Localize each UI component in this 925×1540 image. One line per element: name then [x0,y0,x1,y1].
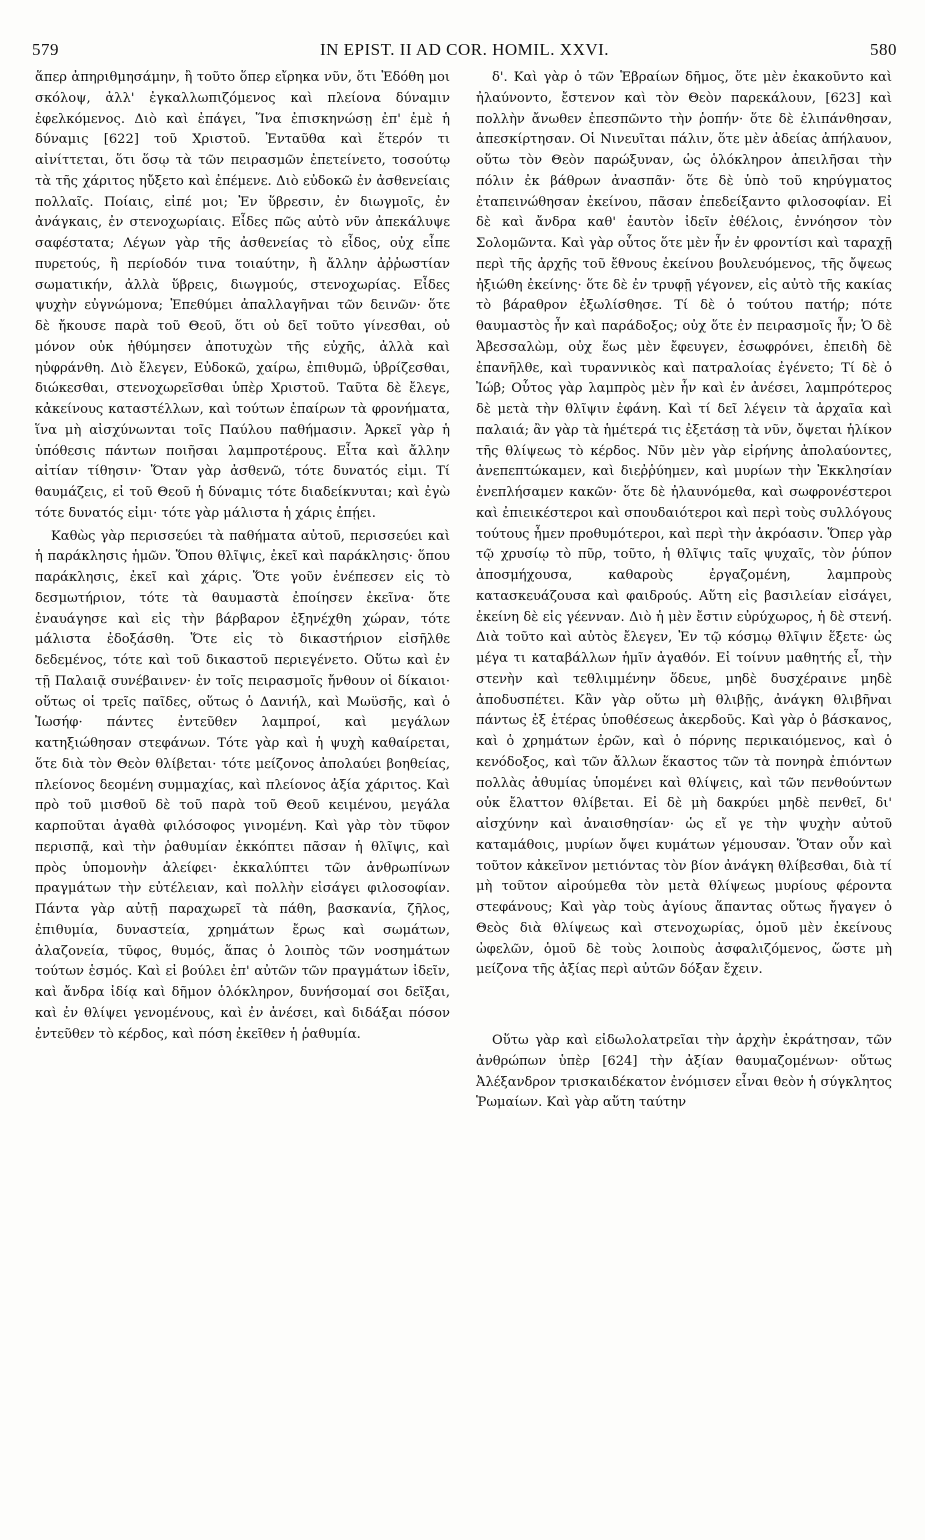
right-text-column [476,68,892,1114]
right-page-number: 580 [870,40,897,59]
left-page-number: 579 [32,40,59,59]
right-paragraph-2: Οὕτω γὰρ καὶ εἰδωλολατρεῖαι τὴν ἀρχὴν ἐκράτησαν, τῶν ἀνθρώπων ὑπὲρ [624] τὴν ἀξίαν θαυμαζομένων· οὕτως Ἀλέξανδρον τρισκαιδέκατον ἐνόμισεν εἶναι θεὸν ἡ σύγκλητος Ῥωμαίων. Καὶ γὰρ αὕτη ταύτην [476,1033,892,1111]
running-head [32,40,897,66]
left-paragraph-1: ἅπερ ἀπηριθμησάμην, ἢ τοῦτο ὅπερ εἴρηκα νῦν, ὅτι Ἐδόθη μοι σκόλοψ, ἀλλ' ἐγκαλλωπιζόμενος καὶ πλείονα δύναμιν ἐφελκόμενος. Διὸ καὶ ἐπάγει, Ἵνα ἐπισκηνώσῃ ἐπ' ἐμὲ ἡ δύναμις [622] τοῦ Χριστοῦ. Ἐνταῦθα καὶ ἕτερόν τι αἰνίττεται, ὅτι ὅσῳ τὰ τῶν πειρασμῶν ἐπετείνετο, τοσούτῳ τὰ τῆς χάριτος ηὔξετο καὶ ἐπέμενε. Διὸ εὐδοκῶ ἐν ἀσθενείαις πολλαῖς. Ποίαις, εἰπέ μοι; Ἐν ὕβρεσιν, ἐν διωγμοῖς, ἐν ἀνάγκαις, ἐν στενοχωρίαις. Εἶδες πῶς αὐτὸ νῦν ἀπεκάλυψε σαφέστατα; Λέγων γὰρ τῆς ἀσθενείας τὸ εἶδος, οὐχ εἶπε πυρετούς, ἢ περίοδόν τινα τοιαύτην, ἢ ἄλλην ἀῤῥωστίαν σωματικήν, ἀλλὰ ὕβρεις, διωγμούς, στενοχωρίας. Εἶδες ψυχὴν εὐγνώμονα; Ἐπεθύμει ἀπαλλαγῆναι τῶν δεινῶν· ὅτε δὲ ἤκουσε παρὰ τοῦ Θεοῦ, ὅτι οὐ δεῖ τοῦτο γίνεσθαι, οὐ μόνον οὐκ ἠθύμησεν ἀποτυχὼν τῆς εὐχῆς, ἀλλὰ καὶ ηὐφράνθη. Διὸ ἔλεγεν, Εὐδοκῶ, χαίρω, ἐπιθυμῶ, ὑβρίζεσθαι, διώκεσθαι, στενοχωρεῖσθαι ὑπὲρ Χριστοῦ. Ταῦτα δὲ ἔλεγε, κἀκείνους καταστέλλων, καὶ τούτων ἐπαίρων τὰ φρονήματα, ἵνα μὴ αἰσχύνωνται τοῖς Παύλου παθήμασιν. Ἀρκεῖ γὰρ ἡ ὑπόθεσις πάντων ποιῆσαι λαμπροτέρους. Εἶτα καὶ ἄλλην αἰτίαν τίθησιν· Ὅταν γὰρ ἀσθενῶ, τότε δυνατός εἰμι. Τί θαυμάζεις, εἰ τοῦ Θεοῦ ἡ δύναμις τότε διαδείκνυται; καὶ ἐγὼ τότε δυνατός εἰμι· τότε γὰρ μάλιστα ἡ χάρις ἐπῄει. [35,70,450,521]
right-paragraph-1: δ'. Καὶ γὰρ ὁ τῶν Ἑβραίων δῆμος, ὅτε μὲν ἐκακοῦντο καὶ ἠλαύνοντο, ἔστενον καὶ τὸν Θεὸν παρεκάλουν, [623] καὶ πολλὴν ἄνωθεν ἐπεσπῶντο τὴν ῥοπήν· ὅτε δὲ ἐλιπάνθησαν, ἀπεσκίρτησαν. Οἱ Νινευῖται πάλιν, ὅτε μὲν ἀδείας ἀπήλαυον, οὕτω τὸν Θεὸν παρώξυναν, ὡς ὁλόκληρον ἀπειλῆσαι τὴν πόλιν ἐκ βάθρων ἀνασπᾶν· ὅτε δὲ ὑπὸ τοῦ κηρύγματος ἐταπεινώθησαν ἐκείνου, πᾶσαν ἐπεδείξαντο φιλοσοφίαν. Εἰ δὲ καὶ ἄνδρα καθ' ἑαυτὸν ἰδεῖν ἐθέλοις, ἐννόησον τὸν Σολομῶντα. Καὶ γὰρ οὗτος ὅτε μὲν ἦν ἐν φροντίσι καὶ ταραχῇ περὶ τῆς ἀρχῆς τοῦ ἔθνους ἐκείνου βουλευόμενος, τῆς ὄψεως ἠξιώθη ἐκείνης· ὅτε δὲ ἐν τρυφῇ γέγονεν, εἰς αὐτὸ τῆς κακίας τὸ βάραθρον ἐξωλίσθησε. Τί δὲ ὁ τούτου πατήρ; πότε θαυμαστὸς ἦν καὶ παράδοξος; οὐχ ὅτε ἐν πειρασμοῖς ἦν; Ὁ δὲ Ἀβεσσαλὼμ, οὐχ ἕως μὲν ἔφευγεν, ἐσωφρόνει, ἐπειδὴ δὲ ἐπανῆλθε, καὶ τυραννικὸς καὶ πατραλοίας ἐγένετο; Τί δὲ ὁ Ἰώβ; Οὗτος γὰρ λαμπρὸς μὲν ἦν καὶ ἐν ἀνέσει, λαμπρότερος δὲ μετὰ τὴν θλῖψιν ἐφάνη. Καὶ τί δεῖ λέγειν τὰ ἀρχαῖα καὶ παλαιά; ἂν γὰρ τὰ ἡμέτερά τις ἐξετάσῃ τὰ νῦν, ὄψεται ἡλίκον τῆς θλίψεως τὸ κέρδος. Νῦν μὲν γὰρ εἰρήνης ἀπολαύοντες, ἀνεπεπτώκαμεν, καὶ διεῤῥύημεν, καὶ μυρίων τὴν Ἐκκλησίαν ἐνεπλήσαμεν κακῶν· ὅτε δὲ ἠλαυνόμεθα, καὶ σωφρονέστεροι καὶ ἐπιεικέστεροι καὶ σπουδαιότεροι καὶ περὶ τοὺς συλλόγους τούτους ἦμεν προθυμότεροι, καὶ περὶ τὴν ἀκρόασιν. Ὅπερ γὰρ τῷ χρυσίῳ τὸ πῦρ, τοῦτο, ἡ θλῖψις ταῖς ψυχαῖς, τὸν ῥύπον ἀποσμήχουσα, καθαροὺς ἐργαζομένη, λαμπροὺς κατασκευάζουσα καὶ φαιδρούς. Αὕτη εἰς βασιλείαν εἰσάγει, ἐκείνη δὲ εἰς γέενναν. Διὸ ἡ μὲν ἔστιν εὐρύχωρος, ἡ δὲ στενή. Διὰ τοῦτο καὶ αὐτὸς ἔλεγεν, Ἐν τῷ κόσμῳ θλῖψιν ἕξετε· ὡς μέγα τι καταβάλλων ἡμῖν ἀγαθόν. Εἰ τοίνυν μαθητής εἶ, τὴν στενὴν καὶ τεθλιμμένην ὅδευε, μηδὲ δυσχέραινε μηδὲ ἀποδυσπέτει. Κἂν γὰρ οὕτω μὴ θλιβῇς, ἀνάγκη θλιβῆναι πάντως ἐξ ἑτέρας ὑποθέσεως ἀκερδοῦς. Καὶ γὰρ ὁ βάσκανος, καὶ ὁ χρημάτων ἐρῶν, καὶ ὁ πόρνης περικαιόμενος, καὶ ὁ κενόδοξος, καὶ τῶν ἄλλων ἕκαστος τῶν τὰ πονηρὰ ἐπιόντων πολλὰς ἀθυμίας ὑπομένει καὶ θλίψεις, καὶ τῶν πενθούντων οὐκ ἔλαττον θλίβεται. Εἰ δὲ μὴ δακρύει μηδὲ πενθεῖ, δι' αἰσχύνην καὶ ἀναισθησίαν· ὡς εἴ γε τὴν ψυχὴν αὐτοῦ καταμάθοις, μυρίων ὄψει κυμάτων γέμουσαν. Ὅταν οὖν καὶ τοῦτον κἀκεῖνον μετιόντας τὸν βίον ἀνάγκη θλίβεσθαι, διὰ τί μὴ τοῦτον αἱρούμεθα τὸν μετὰ θλίψεως μυρίους φέροντα στεφάνους; Καὶ γὰρ τοὺς ἁγίους ἅπαντας οὕτως ἤγαγεν ὁ Θεὸς διὰ θλίψεως καὶ στενοχωρίας, ὁμοῦ μὲν ἐκείνους ὠφελῶν, ὁμοῦ δὲ τοὺς λοιποὺς ἀσφαλιζόμενος, ὥστε μὴ μείζονα τῆς ἀξίας περὶ αὐτῶν δόξαν ἔχειν. [476,70,892,978]
left-text-column [35,68,450,1045]
running-title: IN EPIST. II AD COR. HOMIL. XXVI. [319,40,610,59]
left-paragraph-2: Καθὼς γὰρ περισσεύει τὰ παθήματα αὐτοῦ, περισσεύει καὶ ἡ παράκλησις ἡμῶν. Ὅπου θλῖψις, ἐκεῖ καὶ παράκλησις· ὅπου παράκλησις, ἐκεῖ καὶ χάρις. Ὅτε γοῦν ἐνέπεσεν εἰς τὸ δεσμωτήριον, τότε τὰ θαυμαστὰ ἐποίησεν ἐκεῖνα· ὅτε ἐναυάγησε καὶ εἰς τὴν βάρβαρον ἐξηνέχθη χώραν, τότε μάλιστα ἐδοξάσθη. Ὅτε εἰς τὸ δικαστήριον εἰσῆλθε δεδεμένος, τότε καὶ τοῦ δικαστοῦ περιεγένετο. Οὕτω καὶ ἐν τῇ Παλαιᾷ συνέβαινεν· ἐν τοῖς πειρασμοῖς ἤνθουν οἱ δίκαιοι· οὕτως οἱ τρεῖς παῖδες, οὕτως ὁ Δανιήλ, καὶ Μωϋσῆς, καὶ ὁ Ἰωσήφ· πάντες ἐντεῦθεν λαμπροί, καὶ μεγάλων κατηξιώθησαν στεφάνων. Τότε γὰρ καὶ ἡ ψυχὴ καθαίρεται, ὅτε διὰ τὸν Θεὸν θλίβεται· τότε μείζονος ἀπολαύει βοηθείας, πλείονος δεομένη συμμαχίας, καὶ πλείονος ἀξία χάριτος. Καὶ πρὸ τοῦ μισθοῦ δὲ τοῦ παρὰ τοῦ Θεοῦ κειμένου, μεγάλα καρποῦται ἀγαθὰ φιλόσοφος γινομένη. Καὶ γὰρ τὸν τῦφον περισπᾷ, καὶ τὴν ῥαθυμίαν ἐκκόπτει πᾶσαν ἡ θλῖψις, καὶ πρὸς ὑπομονὴν ἀλείφει· ἐκκαλύπτει τῶν ἀνθρωπίνων πραγμάτων τὴν εὐτέλειαν, καὶ πολλὴν εἰσάγει φιλοσοφίαν. Πάντα γὰρ αὐτῇ παραχωρεῖ τὰ πάθη, βασκανία, ζῆλος, ἐπιθυμία, δυναστεία, χρημάτων ἔρως καὶ σωμάτων, ἀλαζονεία, τῦφος, θυμός, ἅπας ὁ λοιπὸς τῶν νοσημάτων τούτων ἑσμός. Καὶ εἰ βούλει ἐπ' αὐτῶν τῶν πραγμάτων ἰδεῖν, καὶ ἄνδρα ἰδίᾳ καὶ δῆμον ὁλόκληρον, δυνήσομαί σοι δεῖξαι, καὶ ἐν θλίψει γενομένους, καὶ ἐν ἀνέσει, καὶ διδάξαι πόσον ἐντεῦθεν τὸ κέρδος, καὶ πόση ἐκεῖθεν ἡ ῥαθυμία. [35,528,450,1042]
